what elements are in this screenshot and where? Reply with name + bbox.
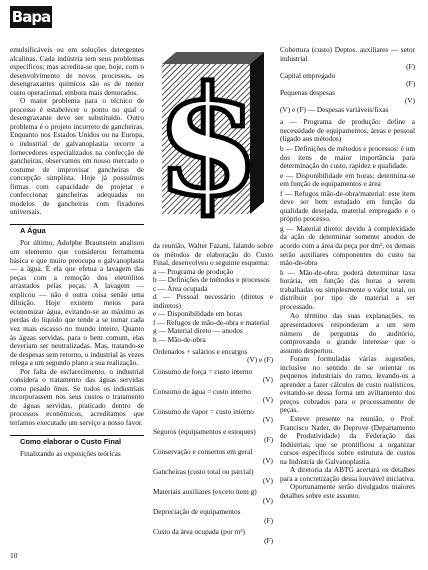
list-item-text: Ordenados + salários e encargos	[153, 346, 248, 356]
magazine-logo: Bapa	[11, 8, 51, 26]
list-item-text: (V) e (F) — Despesas variáveis/fixas	[280, 104, 389, 114]
paragraph: f — Refugos mão-de-obra/material: este item deve ser bem estudado em função da qualidade desejada, material empregado e o próprio processo.	[280, 188, 415, 224]
list-item-tag: (V)	[262, 475, 273, 485]
section-heading-agua: A Água	[20, 225, 46, 235]
list-item-text: Custo da área ocupada (por m²)	[153, 527, 245, 537]
paragraph: Oportunamente serão divulgados maiores detalhes sobre este assunto.	[280, 482, 415, 500]
list-item-text: f — Refugos de mão-de-obra e material	[153, 317, 270, 327]
list-item-tag: (F)	[264, 435, 273, 445]
list-item	[153, 388, 273, 405]
list-item-tag: (F)	[406, 79, 415, 89]
list-item-tag: (V)	[262, 495, 273, 505]
paragraph: A diretoria da ABTG acertará os detalhes para a concretização dessa louvável iniciativa.	[280, 465, 415, 483]
paragraph: Esteve presente na reunião, o Prof. Francisco Nader, do Deprove (Departamento de Produtividade) da Federação das Indústrias, que se prontificou a organizar cursos específicos sobre estrutura de custos na Indústria de Galvanoplastia.	[280, 413, 415, 466]
list-item-text: Conservação e consertos em geral	[153, 447, 253, 457]
list-item-tag: (V)	[404, 96, 415, 106]
list-item	[153, 448, 273, 465]
dollar-sign-graphic	[156, 44, 272, 236]
list-item	[280, 72, 415, 89]
section-heading-custo-final: Como elaborar o Custo Final	[20, 436, 122, 446]
list-item-tag: (F)	[406, 62, 415, 72]
paragraph: a — Programa de produção: define a necessidade de equipamentos, áreas e pessoal (ligado aos métodos)	[280, 117, 415, 144]
list-item-tag: (F)	[264, 535, 273, 545]
list-item-text: h — Mão-de-obra	[153, 335, 206, 345]
list-item-tag: (V)	[262, 415, 273, 425]
list-item-text: Capital empregado	[280, 70, 336, 80]
list-item-text: e — Disponibilidade em horas	[153, 309, 243, 319]
list-item-text: Depreciação de equipamentos	[153, 507, 241, 517]
list-item-text: Cobertura (custo) Deptos. auxiliares — setor industrial	[280, 45, 415, 63]
paragraph: da reunião, Walter Fazani, falando sobre os métodos de elaboração do Custo Final, desenvolveu o seguinte esquema:	[153, 241, 273, 268]
column-3	[280, 46, 415, 500]
list-item	[153, 336, 273, 345]
list-item-text: c — Área ocupada	[153, 283, 208, 293]
list-item-text: d — Pessoal necessário (diretos e indiretos)	[153, 292, 273, 310]
dollar-glyph: $	[156, 54, 261, 230]
list-item-text: Consumo de força = custo interno	[153, 366, 253, 376]
list-item-tag: (V)	[262, 455, 273, 465]
list-item-text: g — Material direto — anodos	[153, 326, 243, 336]
paragraph: Por falta de esclarecimento, o industrial considera o tratamento das águas servidas como pesado ônus. Se todos os industriais incorporassem nos seus custos o tratamento de águas servidas, praticado dentro de processos econômicos, acreditamos que teríamos executado um serviço a nosso favor.	[10, 366, 144, 427]
list-item	[153, 368, 273, 385]
explanations	[280, 118, 415, 500]
section-rule	[10, 435, 144, 436]
list-item-text: b — Definições de métodos e processos	[153, 275, 270, 285]
section-rule	[10, 224, 144, 225]
cost-scheme-list	[153, 268, 273, 546]
list-item-tag: (V)	[262, 375, 273, 385]
paragraph: h — Mão-de-obra: poderá determinar taxa horária, em função das horas a serem trabalhadas ou simplesmente o valor total, ou distribuir por tipo de material a ser processado.	[280, 267, 415, 311]
list-item-text: Gancheiras (custo total ou parcial)	[153, 467, 254, 477]
list-item-text: Seguros (equipamentos e estoques)	[153, 426, 256, 436]
list-item-tag: (V) e (F)	[247, 355, 273, 365]
list-item-text: Materiais auxiliares (exceto item g)	[153, 487, 257, 497]
paragraph: O maior problema para o técnico de processo é estabelecer o ponto no qual o desengraxante deve ser substituído. Outro problema é o projeto incorreto de gancheiras. Enquanto nos Estados Unidos ou na Europa, o industrial de galvanoplastia recorre a fornecedores especializados na confecção de gancheiras, observamos em nosso mercado o costume de improvisar gancheiras de concepção simplista. Hoje já possuímos firmas com capacidade de projetar e confeccionar gancheiras adequadas ou modelos de gancheiras com fixadores universais.	[10, 96, 144, 217]
list-item-tag: (V)	[262, 395, 273, 405]
list-item-text: a — Programa de produção	[153, 266, 234, 276]
list-item	[153, 428, 273, 445]
paragraph: Foram formuladas várias sugestões, inclusive no sentido de se orientar os pequenos industriais do ramo, levando-os a aprender a fazer cálculos de custo realísticos, evitando-se dessa forma um aviltamento dos preços cobrados para o processamento de peças.	[280, 354, 415, 415]
paragraph: e — Disponibilidade em horas: determina-se em função de equipamentos e área	[280, 170, 415, 189]
list-item	[280, 46, 415, 72]
paragraph: b — Definições de métodos e processos: é um dos itens de maior importância para determinação do custo, rapidez e qualidade.	[280, 144, 415, 171]
paragraph: Finalizando as exposições teóricas	[20, 449, 121, 459]
cost-items-list	[280, 46, 415, 114]
paragraph: Ao término das suas explanações, os apresentadores responderam a um sem número de perguntas do auditório, comprovando o grande interesse que o assunto despertou.	[280, 311, 415, 355]
list-item-text: Pequenas despesas	[280, 87, 335, 97]
paragraph: emulsificáveis ou em soluções detergentes alcalinas. Cada indústria tem seus problemas específicos; mas acredita-se que, hoje, com o desenvolvimento de novos processos, os desengraxantes químicos são os de menor custo operacional, embora mais demorados.	[10, 45, 144, 97]
list-item	[153, 408, 273, 425]
list-item	[153, 508, 273, 525]
list-item-tag: (F)	[264, 515, 273, 525]
list-item	[280, 106, 415, 115]
list-item	[153, 468, 273, 485]
column-2	[153, 242, 273, 546]
list-item-text: Consumo de vapor = custo interno	[153, 406, 254, 416]
paragraph: Por último, Adolphe Braunstein analisou um elemento que considerou ferramenta básica e que muito preocupa o galvanoplasta — a água. É ela que efetua a lavagem das peças com a remoção dos eletrólitos arrastados pelas peças. A lavagem — explicou — não é outra coisa senão uma diluição. Hoje existem meios para economizar água, evitando-se ao máximo as perdas do líquido que tende a se tornar cada vez mais escasso no mundo inteiro. Quanto às águas servidas, para o bem comum, elas deveriam ser neutralizadas. Mas, tratando-se de despesas sem retorno, o industrial às vezes relega a um segundo plano a sua realização.	[10, 238, 144, 368]
list-item	[280, 89, 415, 106]
list-item	[153, 528, 273, 545]
list-item	[153, 488, 273, 505]
page-number: 10	[10, 551, 18, 560]
paragraph: g — Material direto: devido à complexidade da ação de determinar somente anodos de acordo com a área da peça por dm², os demais serão auxiliares componentes do custo na mão-de-obra	[280, 223, 415, 268]
list-item	[153, 293, 273, 310]
list-item	[153, 348, 273, 365]
list-item-text: Consumo de água = custo interno	[153, 386, 251, 396]
column-1	[10, 46, 144, 459]
